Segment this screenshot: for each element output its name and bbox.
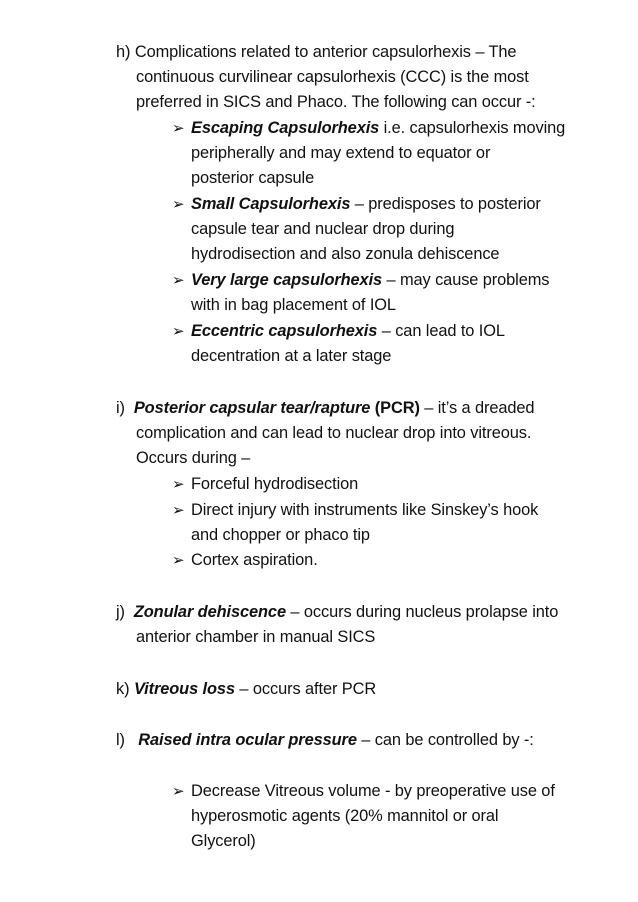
arrow-bullet-icon: ➢ — [172, 783, 185, 800]
section-i-line-1 — [116, 396, 534, 421]
term-posterior-capsular-tear: Posterior capsular tear/rapture — [133, 399, 371, 417]
section-i-bullet-1: Forceful hydrodisection — [191, 475, 359, 493]
section-h-bullet-2-cont-2: hydrodisection and also zonula dehiscence — [191, 245, 500, 263]
section-h-line-3: preferred in SICS and Phaco. The following can occur -: — [136, 93, 536, 111]
term-very-large-capsulorhexis: Very large capsulorhexis — [191, 271, 383, 289]
section-l-bullet-1-cont-2: Glycerol) — [191, 832, 256, 850]
section-l-bullet-1: Decrease Vitreous volume - by preoperative use of — [191, 782, 555, 800]
arrow-bullet-icon: ➢ — [172, 196, 185, 213]
section-i-line-2: complication and can lead to nuclear drop into vitreous. — [136, 424, 532, 442]
section-h-bullet-1-cont-1: peripherally and may extend to equator or — [191, 144, 491, 162]
section-k-rest: – occurs after PCR — [234, 680, 377, 698]
term-small-capsulorhexis: Small Capsulorhexis — [191, 195, 351, 213]
term-eccentric-capsulorhexis: Eccentric capsulorhexis — [191, 322, 378, 340]
section-h-bullet-4 — [191, 319, 505, 344]
section-h-bullet-3-cont-1: with in bag placement of IOL — [191, 296, 396, 314]
section-j-rest: – occurs during nucleus prolapse into — [285, 603, 559, 621]
section-j-label: j) — [116, 603, 125, 621]
section-h-text-1: Complications related to anterior capsulorhexis – The — [134, 43, 517, 61]
section-j-line-2: anterior chamber in manual SICS — [136, 628, 376, 646]
section-i-line-3: Occurs during – — [136, 449, 251, 467]
bullet-rest: i.e. capsulorhexis moving — [379, 119, 566, 137]
term-zonular-dehiscence: Zonular dehiscence — [133, 603, 286, 621]
section-j-line-1 — [116, 600, 558, 625]
section-h-bullet-2 — [191, 192, 541, 217]
section-k-line-1 — [116, 677, 376, 702]
term-vitreous-loss: Vitreous loss — [133, 680, 235, 698]
bullet-rest: – can lead to IOL — [377, 322, 505, 340]
section-i-bullet-3: Cortex aspiration. — [191, 551, 318, 569]
arrow-bullet-icon: ➢ — [172, 120, 185, 137]
section-l-line-1 — [116, 728, 534, 753]
section-i-label: i) — [116, 399, 125, 417]
section-i-bullet-2: Direct injury with instruments like Sinskey’s hook — [191, 501, 539, 519]
arrow-bullet-icon: ➢ — [172, 502, 185, 519]
section-h-line-1 — [116, 40, 516, 65]
section-h-line-2: continuous curvilinear capsulorhexis (CCC) is the most — [136, 68, 529, 86]
section-l-label: l) — [116, 731, 125, 749]
term-pcr-abbr: (PCR) — [374, 399, 420, 417]
section-h-bullet-1 — [191, 116, 565, 141]
section-l-bullet-1-cont-1: hyperosmotic agents (20% mannitol or oral — [191, 807, 499, 825]
arrow-bullet-icon: ➢ — [172, 552, 185, 569]
section-h-bullet-4-cont-1: decentration at a later stage — [191, 347, 392, 365]
section-i-rest: – it’s a dreaded — [419, 399, 535, 417]
arrow-bullet-icon: ➢ — [172, 476, 185, 493]
term-escaping-capsulorhexis: Escaping Capsulorhexis — [191, 119, 380, 137]
term-raised-iop: Raised intra ocular pressure — [138, 731, 357, 749]
section-h-bullet-2-cont-1: capsule tear and nuclear drop during — [191, 220, 455, 238]
section-h-bullet-1-cont-2: posterior capsule — [191, 169, 315, 187]
section-h-bullet-3 — [191, 268, 549, 293]
section-k-label: k) — [116, 680, 130, 698]
bullet-rest: – predisposes to posterior — [350, 195, 541, 213]
section-i-bullet-2-cont-1: and chopper or phaco tip — [191, 526, 370, 544]
arrow-bullet-icon: ➢ — [172, 272, 185, 289]
section-h-label: h) — [116, 43, 131, 61]
section-l-rest: – can be controlled by -: — [356, 731, 534, 749]
bullet-rest: – may cause problems — [382, 271, 550, 289]
arrow-bullet-icon: ➢ — [172, 323, 185, 340]
